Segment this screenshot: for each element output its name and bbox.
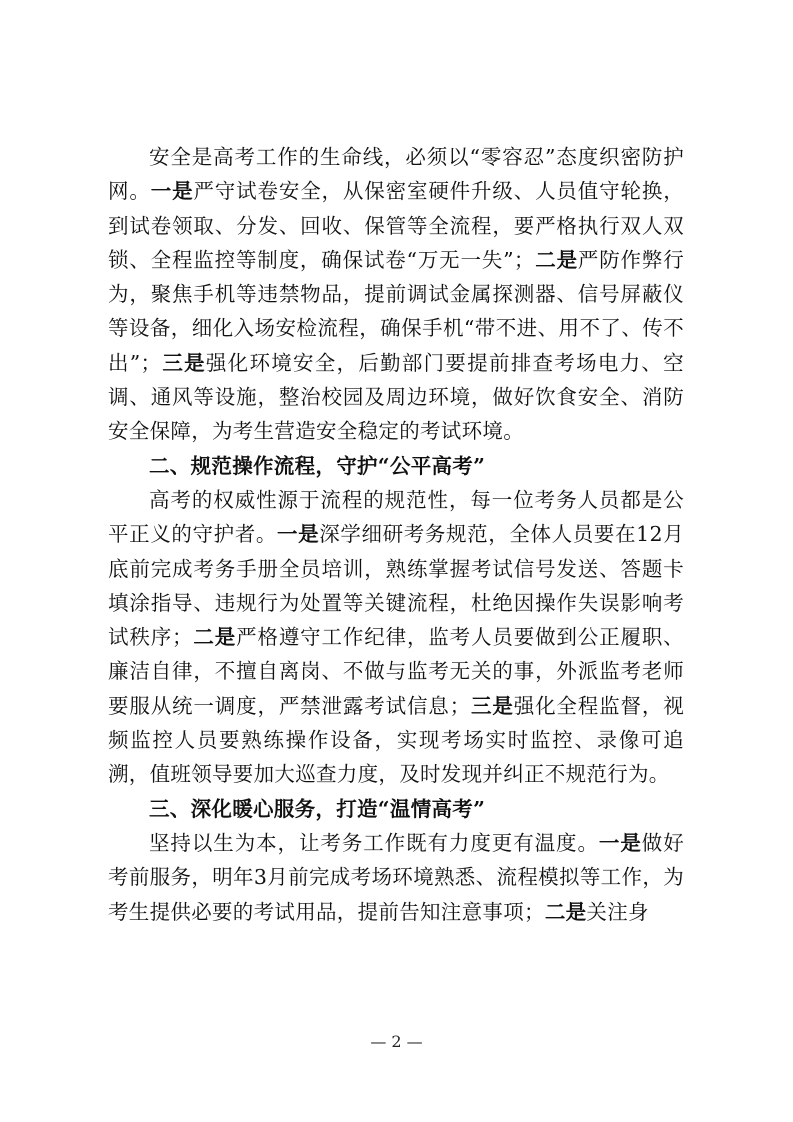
text: 严格遵守工作纪律，监考人员要做到公正履职、廉洁自律，不擅自离岗、不做与监考无关的事，外派监考老师要服从统一调度，严禁泄露考试信息； — [108, 625, 684, 718]
keyword: 二是 — [544, 899, 587, 924]
text: 强化全程监督，视频监控人员要熟练操作设备，实现考场实时监控、录像可追溯，值班领导要加大巡查力度，及时发现并纠正不规范行为。 — [108, 693, 684, 787]
keyword: 一是 — [277, 522, 320, 547]
text: 关注身 — [586, 899, 649, 924]
keyword: 二是 — [534, 247, 578, 272]
keyword: 三是 — [161, 350, 206, 375]
text: 高考的权威性源于流程的规范性，每一位考务人员都是公平正义的守护者。 — [108, 487, 684, 547]
text: 严防作弊行为，聚焦手机等违禁物品，提前调试金属探测器、信号屏蔽仪等设备，细化入场安检流程，确保手机“带不进、用不了、传不出”； — [108, 247, 685, 375]
keyword: 二是 — [192, 625, 237, 650]
paragraph-standard-procedures — [108, 483, 684, 792]
keyword: 一是 — [598, 830, 642, 855]
text: 严守试卷安全，从保密室硬件升级、人员值守轮换，到试卷领取、分发、回收、保管等全流程，要严格执行双人双锁、全程监控等制度，确保试卷“万无一失”； — [108, 179, 684, 272]
paragraph-caring-service — [108, 826, 684, 929]
section-heading-2: 二、规范操作流程，守护“公平高考” — [149, 453, 486, 478]
text: 坚持以生为本，让考务工作既有力度更有温度。 — [149, 830, 599, 855]
keyword: 一是 — [150, 179, 194, 204]
page-number: — 2 — — [370, 1032, 423, 1051]
paragraph-exam-security — [108, 140, 684, 449]
section-heading-3: 三、深化暖心服务，打造“温情高考” — [149, 796, 486, 821]
text: 安全是高考工作的生命线，必须以“零容忍”态度织密防护网。 — [108, 145, 684, 204]
text: 强化环境安全，后勤部门要提前排查考场电力、空调、通风等设施，整治校园及周边环境，做好饮食安全、消防安全保障，为考生营造安全稳定的考试环境。 — [108, 350, 684, 444]
text: 深学细研考务规范，全体人员要在12月底前完成考务手册全员培训，熟练掌握考试信号发送、答题卡填涂指导、违规行为处置等关键流程，杜绝因操作失误影响考试秩序； — [108, 522, 684, 650]
document-body — [108, 140, 684, 929]
keyword: 三是 — [470, 693, 514, 718]
text: 做好考前服务，明年3月前完成考场环境熟悉、流程模拟等工作，为考生提供必要的考试用品，提前告知注意事项； — [108, 830, 684, 924]
